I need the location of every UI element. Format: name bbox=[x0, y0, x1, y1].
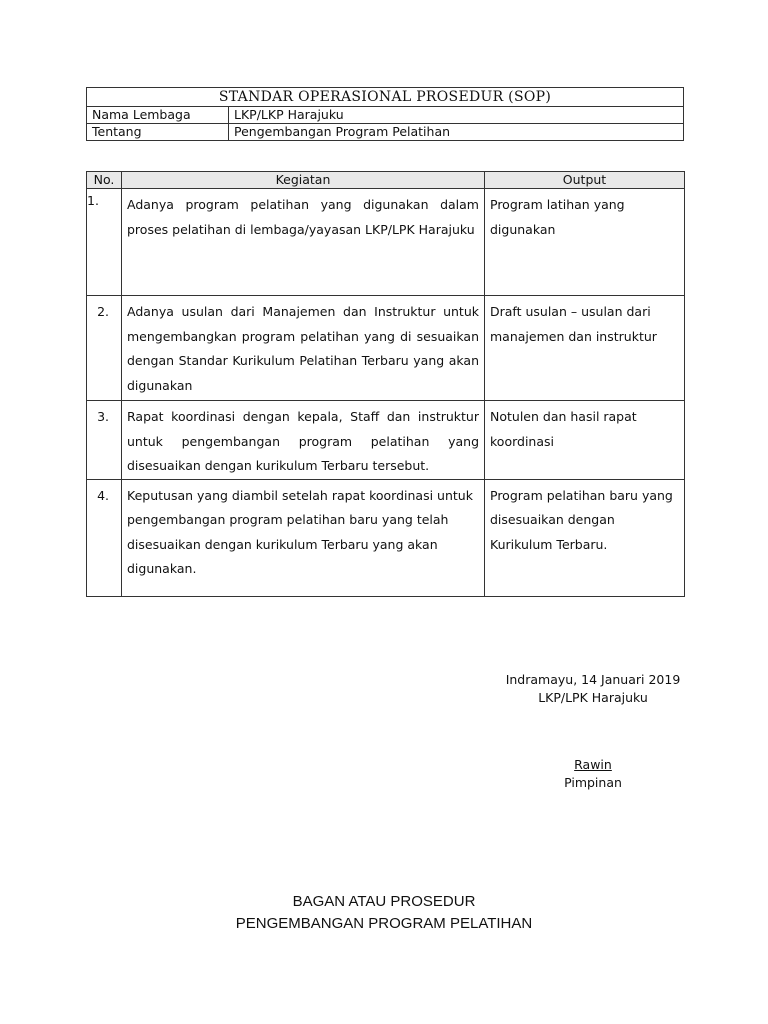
header-value: Pengembangan Program Pelatihan bbox=[229, 124, 684, 141]
signature-name: Rawin bbox=[574, 757, 612, 772]
table-row bbox=[87, 401, 685, 480]
signature-place-date: Indramayu, 14 Januari 2019 bbox=[505, 672, 681, 687]
row-number: 1. bbox=[87, 189, 122, 296]
table-row bbox=[87, 296, 685, 401]
row-output: Notulen dan hasil rapat koordinasi bbox=[485, 401, 685, 480]
header-row-tentang bbox=[87, 124, 684, 141]
header-label: Nama Lembaga bbox=[87, 107, 229, 124]
header-value: LKP/LKP Harajuku bbox=[229, 107, 684, 124]
sop-header-table bbox=[86, 87, 684, 141]
row-number: 4. bbox=[87, 479, 122, 596]
row-output: Draft usulan – usulan dari manajemen dan instruktur bbox=[485, 296, 685, 401]
column-header-no: No. bbox=[87, 172, 122, 189]
table-row bbox=[87, 189, 685, 296]
table-header-row bbox=[87, 172, 685, 189]
column-header-kegiatan: Kegiatan bbox=[122, 172, 485, 189]
header-row-lembaga bbox=[87, 107, 684, 124]
row-output: Program latihan yang digunakan bbox=[485, 189, 685, 296]
column-header-output: Output bbox=[485, 172, 685, 189]
header-label: Tentang bbox=[87, 124, 229, 141]
row-output: Program pelatihan baru yang disesuaikan dengan Kurikulum Terbaru. bbox=[485, 479, 685, 596]
row-kegiatan: Keputusan yang diambil setelah rapat koordinasi untuk pengembangan program pelatihan baru yang telah disesuaikan dengan kurikulum Terbaru yang akan digunakan. bbox=[122, 479, 485, 596]
table-row bbox=[87, 479, 685, 596]
row-kegiatan: Adanya program pelatihan yang digunakan dalam proses pelatihan di lembaga/yayasan LKP/LPK Harajuku bbox=[122, 189, 485, 296]
row-kegiatan: Adanya usulan dari Manajemen dan Instruktur untuk mengembangkan program pelatihan yang di sesuaikan dengan Standar Kurikulum Pelatihan Terbaru yang akan digunakan bbox=[122, 296, 485, 401]
row-kegiatan: Rapat koordinasi dengan kepala, Staff dan instruktur untuk pengembangan program pelatihan yang disesuaikan dengan kurikulum Terbaru tersebut. bbox=[122, 401, 485, 480]
row-number: 2. bbox=[87, 296, 122, 401]
signature-role: Pimpinan bbox=[564, 775, 622, 790]
signature-organization: LKP/LPK Harajuku bbox=[538, 690, 648, 705]
sop-title: STANDAR OPERASIONAL PROSEDUR (SOP) bbox=[87, 88, 684, 107]
section-title-line-1: BAGAN ATAU PROSEDUR bbox=[292, 893, 476, 910]
activity-table bbox=[86, 171, 685, 597]
row-number: 3. bbox=[87, 401, 122, 480]
section-title-line-2: PENGEMBANGAN PROGRAM PELATIHAN bbox=[235, 915, 533, 932]
